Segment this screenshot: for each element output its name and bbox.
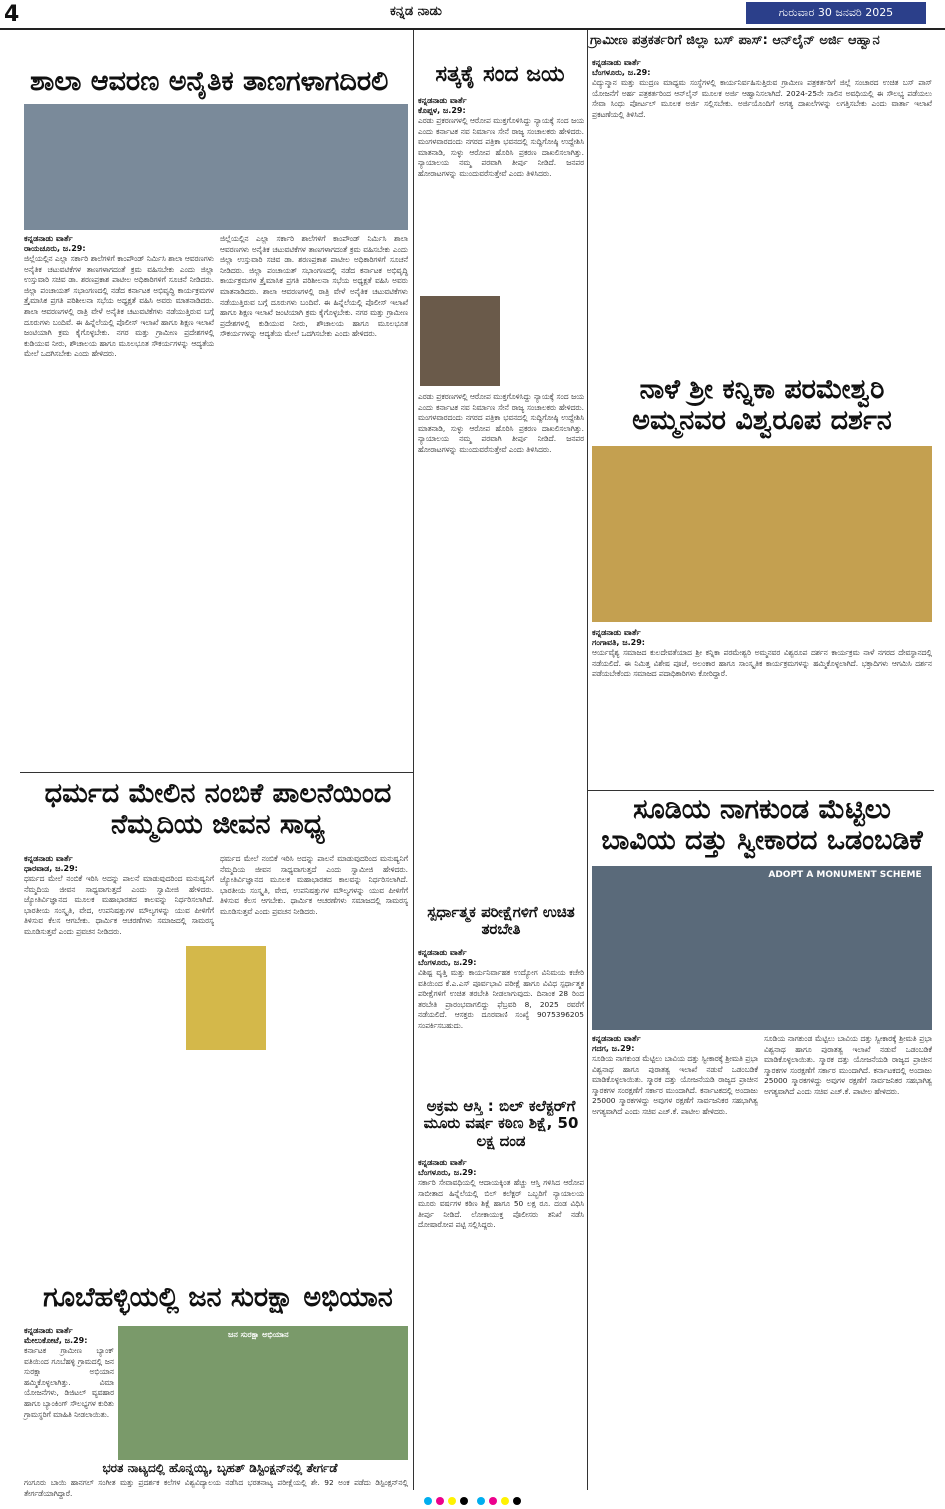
s9-text xyxy=(24,1326,114,1460)
masthead: ಕನ್ನಡ ನಾಡು xyxy=(390,4,442,19)
s1-byline: ಕನ್ನಡನಾಡು ವಾರ್ತೆ xyxy=(24,234,73,243)
s7-text xyxy=(418,1158,584,1480)
s10-text xyxy=(24,1478,408,1498)
s5-text-col2 xyxy=(220,854,408,1274)
s3-body: ವಿದ್ಯುನ್ಮಾನ ಮತ್ತು ಮುದ್ರಣ ಮಾಧ್ಯಮ ಸಂಸ್ಥೆಗಳಲ್ಲಿ ಕಾರ್ಯನಿರ್ವಹಿಸುತ್ತಿರುವ ಗ್ರಾಮೀಣ ಪತ್ರಕರ್ತರಿಗೆ ಜಿಲ್ಲೆ ಸಂಚಾರದ ಉಚಿತ ಬಸ್ ಪಾಸ್ ಯೋಜನೆಗೆ ಅರ್ಹ ಪತ್ರಕರ್ತರಿಂದ ಆನ್‌ಲೈನ್ ಮೂಲಕ ಅರ್ಜಿ ಆಹ್ವಾನಿಸಲಾಗಿದೆ. 2024-25ನೇ ಸಾಲಿನ ಅವಧಿಯಲ್ಲಿ ಈ ಸೌಲಭ್ಯ ಪಡೆಯಲು ಸೇವಾ ಸಿಂಧು ಪೋರ್ಟಲ್ ಮೂಲಕ ಅರ್ಜಿ ಸಲ್ಲಿಸಬೇಕು. ಅರ್ಜಿಯೊಂದಿಗೆ ಅಗತ್ಯ ದಾಖಲೆಗಳನ್ನು ಲಗತ್ತಿಸಬೇಕು ಎಂದು ವಾರ್ತಾ ಇಲಾಖೆ ಪ್ರಕಟಣೆಯಲ್ಲಿ ತಿಳಿಸಿದೆ. xyxy=(592,78,932,119)
s5-place: ಧಾರವಾಡ, ಜ.29: xyxy=(24,864,78,873)
s7-headline: ಅಕ್ರಮ ಆಸ್ತಿ : ಬಿಲ್ ಕಲೆಕ್ಟರ್‌ಗೆ ಮೂರು ವರ್ಷ ಕಠಿಣ ಶಿಕ್ಷೆ, 50 ಲಕ್ಷ ದಂಡ xyxy=(423,1097,579,1150)
s8-photo xyxy=(592,866,932,1030)
s1-headline: ಶಾಲಾ ಆವರಣ ಅನೈತಿಕ ತಾಣಗಳಾಗದಿರಲಿ xyxy=(30,66,389,97)
s5-text-col1 xyxy=(24,854,214,1274)
s8-headline: ಸೂಡಿಯ ನಾಗಕುಂಡ ಮೆಟ್ಟಿಲು ಬಾವಿಯ ದತ್ತು ಸ್ವೀಕಾರದ ಒಡಂಬಡಿಕೆ xyxy=(601,794,923,857)
s2-body: ಎರಡು ಪ್ರಕರಣಗಳಲ್ಲಿ ಆರೋಪ ಮುಕ್ತಗೊಳಿಸಿದ್ದು ನ್ಯಾಯಕ್ಕೆ ಸಂದ ಜಯ ಎಂದು ಕರ್ನಾಟಕ ನವ ನಿರ್ಮಾಣ ಸೇನೆ ರಾಜ್ಯ ಸಂಚಾಲಕರು ಹೇಳಿದರು. ಮಂಗಳವಾರದಂದು ನಗರದ ಪತ್ರಿಕಾ ಭವನದಲ್ಲಿ ಸುದ್ದಿಗೋಷ್ಠಿ ಉದ್ದೇಶಿಸಿ ಮಾತನಾಡಿ, ಸುಳ್ಳು ಆರೋಪ ಹೊರಿಸಿ ಪ್ರಕರಣ ದಾಖಲಿಸಲಾಗಿತ್ತು. ನ್ಯಾಯಾಲಯ ನಮ್ಮ ಪರವಾಗಿ ತೀರ್ಪು ನೀಡಿದೆ. ಜನಪರ ಹೋರಾಟಗಳನ್ನು ಮುಂದುವರೆಸುತ್ತೇವೆ ಎಂದು ತಿಳಿಸಿದರು. xyxy=(418,116,584,178)
s2-text xyxy=(418,96,584,292)
s9-body: ಕರ್ನಾಟಕ ಗ್ರಾಮೀಣ ಬ್ಯಾಂಕ್ ವತಿಯಿಂದ ಗೂಬೆಹಳ್ಳಿ ಗ್ರಾಮದಲ್ಲಿ ಜನ ಸುರಕ್ಷಾ ಅಭಿಯಾನ ಹಮ್ಮಿಕೊಳ್ಳಲಾಗಿತ್ತು. ವಿಮಾ ಯೋಜನೆಗಳು, ಡಿಜಿಟಲ್ ವ್ಯವಹಾರ ಹಾಗೂ ಬ್ಯಾಂಕಿಂಗ್ ಸೌಲಭ್ಯಗಳ ಕುರಿತು ಗ್ರಾಮಸ್ಥರಿಗೆ ಮಾಹಿತಿ ನೀಡಲಾಯಿತು. xyxy=(24,1346,114,1419)
s10-body: ಗಂಗೂರು ಬಾಯಿ ಹಾನಗಲ್ ಸಂಗೀತ ಮತ್ತು ಪ್ರದರ್ಶಕ ಕಲೆಗಳ ವಿಶ್ವವಿದ್ಯಾಲಯ ನಡೆಸಿದ ಭರತನಾಟ್ಯ ಪರೀಕ್ಷೆಯಲ್ಲಿ ಶೇ. 92 ಅಂಕ ಪಡೆದು ಡಿಸ್ಟಿಂಕ್ಷನ್‌ನಲ್ಲಿ ತೇರ್ಗಡೆಯಾಗಿದ್ದಾರೆ. xyxy=(24,1478,408,1498)
s9-byline: ಕನ್ನಡನಾಡು ವಾರ್ತೆ xyxy=(24,1326,73,1335)
s8-byline: ಕನ್ನಡನಾಡು ವಾರ್ತೆ xyxy=(592,1034,641,1043)
s4-text xyxy=(592,628,932,788)
s2-text-cont xyxy=(418,392,584,772)
s6-headline: ಸ್ಪರ್ಧಾತ್ಮಕ ಪರೀಕ್ಷೆಗಳಿಗೆ ಉಚಿತ ತರಬೇತಿ xyxy=(427,903,575,939)
print-color-strip xyxy=(40,1490,905,1500)
s4-byline: ಕನ್ನಡನಾಡು ವಾರ್ತೆ xyxy=(592,628,641,637)
s5-byline: ಕನ್ನಡನಾಡು ವಾರ್ತೆ xyxy=(24,854,73,863)
s3-headline: ಗ್ರಾಮೀಣ ಪತ್ರಕರ್ತರಿಗೆ ಜಿಲ್ಲಾ ಬಸ್ ಪಾಸ್: ಆನ್‌ಲೈನ್ ಅರ್ಜಿ ಆಹ್ವಾನ xyxy=(590,33,880,48)
s10-headline: ಭರತ ನಾಟ್ಯದಲ್ಲಿ ಹೊನ್ನಯ್ಯಿ, ಬೃಹತ್ ಡಿಸ್ಟಿಂಕ್ಷನ್‌ನಲ್ಲಿ ತೇರ್ಗಡೆ xyxy=(102,1461,338,1475)
s6-byline: ಕನ್ನಡನಾಡು ವಾರ್ತೆ xyxy=(418,948,467,957)
section-rule-right xyxy=(588,790,934,791)
date-banner: ಗುರುವಾರ 30 ಜನವರಿ 2025 xyxy=(746,2,926,24)
s2-place: ಕೊಪ್ಪಳ, ಜ.29: xyxy=(418,106,466,115)
s5-body: ಧರ್ಮದ ಮೇಲೆ ನಂಬಿಕೆ ಇರಿಸಿ ಅದನ್ನು ಪಾಲನೆ ಮಾಡುವುದರಿಂದ ಮನುಷ್ಯನಿಗೆ ನೆಮ್ಮದಿಯ ಜೀವನ ಸಾಧ್ಯವಾಗುತ್ತದೆ ಎಂದು ಸ್ವಾಮೀಜಿ ಹೇಳಿದರು. ಜ್ಯೋತಿರ್ವಿಜ್ಞಾನದ ಮೂಲಕ ಮಹಾಭಾರತದ ಕಾಲವನ್ನು ನಿರ್ಧರಿಸಲಾಗಿದೆ. ಭಾರತೀಯ ಸಂಸ್ಕೃತಿ, ವೇದ, ಉಪನಿಷತ್ತುಗಳ ಮೌಲ್ಯಗಳನ್ನು ಯುವ ಪೀಳಿಗೆಗೆ ತಿಳಿಸುವ ಕೆಲಸ ಆಗಬೇಕು. ಧಾರ್ಮಿಕ ಆಚರಣೆಗಳು ಸಮಾಜದಲ್ಲಿ ಸಾಮರಸ್ಯ ಮೂಡಿಸುತ್ತವೆ ಎಂದು ಪ್ರವಚನ ನೀಡಿದರು. xyxy=(24,874,214,936)
s9-photo-banner: ಜನ ಸುರಕ್ಷಾ ಅಭಿಯಾನ xyxy=(228,1330,289,1339)
s1-text-col1 xyxy=(24,234,214,764)
s4-body: ಆರ್ಯವೈಶ್ಯ ಸಮಾಜದ ಕುಲದೇವತೆಯಾದ ಶ್ರೀ ಕನ್ನಿಕಾ ಪರಮೇಶ್ವರಿ ಅಮ್ಮನವರ ವಿಶ್ವರೂಪ ದರ್ಶನ ಕಾರ್ಯಕ್ರಮ ನಾಳೆ ನಗರದ ದೇವಸ್ಥಾನದಲ್ಲಿ ನಡೆಯಲಿದೆ. ಈ ನಿಮಿತ್ತ ವಿಶೇಷ ಪೂಜೆ, ಅಲಂಕಾರ ಹಾಗೂ ಸಾಂಸ್ಕೃತಿಕ ಕಾರ್ಯಕ್ರಮಗಳನ್ನು ಹಮ್ಮಿಕೊಳ್ಳಲಾಗಿದೆ. ಭಕ್ತಾದಿಗಳು ಆಗಮಿಸಿ ದರ್ಶನ ಪಡೆಯಬೇಕೆಂದು ಸಮಾಜದ ಪದಾಧಿಕಾರಿಗಳು ಕೋರಿದ್ದಾರೆ. xyxy=(592,648,932,679)
s2-byline: ಕನ್ನಡನಾಡು ವಾರ್ತೆ xyxy=(418,96,467,105)
top-rule xyxy=(0,28,945,30)
s8-text-col1 xyxy=(592,1034,758,1480)
s6-text xyxy=(418,948,584,1094)
s5-body-cont: ಧರ್ಮದ ಮೇಲೆ ನಂಬಿಕೆ ಇರಿಸಿ ಅದನ್ನು ಪಾಲನೆ ಮಾಡುವುದರಿಂದ ಮನುಷ್ಯನಿಗೆ ನೆಮ್ಮದಿಯ ಜೀವನ ಸಾಧ್ಯವಾಗುತ್ತದೆ ಎಂದು ಸ್ವಾಮೀಜಿ ಹೇಳಿದರು. ಜ್ಯೋತಿರ್ವಿಜ್ಞಾನದ ಮೂಲಕ ಮಹಾಭಾರತದ ಕಾಲವನ್ನು ನಿರ್ಧರಿಸಲಾಗಿದೆ. ಭಾರತೀಯ ಸಂಸ್ಕೃತಿ, ವೇದ, ಉಪನಿಷತ್ತುಗಳ ಮೌಲ್ಯಗಳನ್ನು ಯುವ ಪೀಳಿಗೆಗೆ ತಿಳಿಸುವ ಕೆಲಸ ಆಗಬೇಕು. ಧಾರ್ಮಿಕ ಆಚರಣೆಗಳು ಸಮಾಜದಲ್ಲಿ ಸಾಮರಸ್ಯ ಮೂಡಿಸುತ್ತವೆ ಎಂದು ಪ್ರವಚನ ನೀಡಿದರು. xyxy=(220,854,408,916)
s7-byline: ಕನ್ನಡನಾಡು ವಾರ್ತೆ xyxy=(418,1158,467,1167)
s4-place: ಗಂಗಾವತಿ, ಜ.29: xyxy=(592,638,645,647)
s3-byline: ಕನ್ನಡನಾಡು ವಾರ್ತೆ xyxy=(592,58,641,67)
s1-body: ಜಿಲ್ಲೆಯಲ್ಲಿನ ಎಲ್ಲಾ ಸರ್ಕಾರಿ ಶಾಲೆಗಳಿಗೆ ಕಾಂಪೌಂಡ್ ನಿರ್ಮಿಸಿ ಶಾಲಾ ಆವರಣಗಳು ಅನೈತಿಕ ಚಟುವಟಿಕೆಗಳ ತಾಣಗಳಾಗದಂತೆ ಕ್ರಮ ವಹಿಸಬೇಕು ಎಂದು ಜಿಲ್ಲಾ ಉಸ್ತುವಾರಿ ಸಚಿವ ಡಾ. ಶರಣಪ್ರಕಾಶ ಪಾಟೀಲ ಅಧಿಕಾರಿಗಳಿಗೆ ಸೂಚನೆ ನೀಡಿದರು. ಜಿಲ್ಲಾ ಪಂಚಾಯತ್ ಸಭಾಂಗಣದಲ್ಲಿ ನಡೆದ ಕರ್ನಾಟಕ ಅಭಿವೃದ್ಧಿ ಕಾರ್ಯಕ್ರಮಗಳ ತ್ರೈಮಾಸಿಕ ಪ್ರಗತಿ ಪರಿಶೀಲನಾ ಸಭೆಯ ಅಧ್ಯಕ್ಷತೆ ವಹಿಸಿ ಅವರು ಮಾತನಾಡಿದರು. ಶಾಲಾ ಆವರಣಗಳಲ್ಲಿ ರಾತ್ರಿ ವೇಳೆ ಅನೈತಿಕ ಚಟುವಟಿಕೆಗಳು ನಡೆಯುತ್ತಿರುವ ಬಗ್ಗೆ ದೂರುಗಳು ಬಂದಿವೆ. ಈ ಹಿನ್ನೆಲೆಯಲ್ಲಿ ಪೊಲೀಸ್ ಇಲಾಖೆ ಹಾಗೂ ಶಿಕ್ಷಣ ಇಲಾಖೆ ಜಂಟಿಯಾಗಿ ಕ್ರಮ ಕೈಗೊಳ್ಳಬೇಕು. ನಗರ ಮತ್ತು ಗ್ರಾಮೀಣ ಪ್ರದೇಶಗಳಲ್ಲಿ ಕುಡಿಯುವ ನೀರು, ಶೌಚಾಲಯ ಹಾಗೂ ಮೂಲಭೂತ ಸೌಕರ್ಯಗಳನ್ನು ಆದ್ಯತೆಯ ಮೇಲೆ ಒದಗಿಸಬೇಕು ಎಂದು ಹೇಳಿದರು. xyxy=(24,254,214,359)
s8-photo-banner: ADOPT A MONUMENT SCHEME xyxy=(768,870,922,880)
s4-headline: ನಾಳೆ ಶ್ರೀ ಕನ್ನಿಕಾ ಪರಮೇಶ್ವರಿ ಅಮ್ಮನವರ ವಿಶ್ವರೂಪ ದರ್ಶನ xyxy=(632,374,892,437)
s2-portrait xyxy=(420,296,500,386)
s1-body-cont: ಜಿಲ್ಲೆಯಲ್ಲಿನ ಎಲ್ಲಾ ಸರ್ಕಾರಿ ಶಾಲೆಗಳಿಗೆ ಕಾಂಪೌಂಡ್ ನಿರ್ಮಿಸಿ ಶಾಲಾ ಆವರಣಗಳು ಅನೈತಿಕ ಚಟುವಟಿಕೆಗಳ ತಾಣಗಳಾಗದಂತೆ ಕ್ರಮ ವಹಿಸಬೇಕು ಎಂದು ಜಿಲ್ಲಾ ಉಸ್ತುವಾರಿ ಸಚಿವ ಡಾ. ಶರಣಪ್ರಕಾಶ ಪಾಟೀಲ ಅಧಿಕಾರಿಗಳಿಗೆ ಸೂಚನೆ ನೀಡಿದರು. ಜಿಲ್ಲಾ ಪಂಚಾಯತ್ ಸಭಾಂಗಣದಲ್ಲಿ ನಡೆದ ಕರ್ನಾಟಕ ಅಭಿವೃದ್ಧಿ ಕಾರ್ಯಕ್ರಮಗಳ ತ್ರೈಮಾಸಿಕ ಪ್ರಗತಿ ಪರಿಶೀಲನಾ ಸಭೆಯ ಅಧ್ಯಕ್ಷತೆ ವಹಿಸಿ ಅವರು ಮಾತನಾಡಿದರು. ಶಾಲಾ ಆವರಣಗಳಲ್ಲಿ ರಾತ್ರಿ ವೇಳೆ ಅನೈತಿಕ ಚಟುವಟಿಕೆಗಳು ನಡೆಯುತ್ತಿರುವ ಬಗ್ಗೆ ದೂರುಗಳು ಬಂದಿವೆ. ಈ ಹಿನ್ನೆಲೆಯಲ್ಲಿ ಪೊಲೀಸ್ ಇಲಾಖೆ ಹಾಗೂ ಶಿಕ್ಷಣ ಇಲಾಖೆ ಜಂಟಿಯಾಗಿ ಕ್ರಮ ಕೈಗೊಳ್ಳಬೇಕು. ನಗರ ಮತ್ತು ಗ್ರಾಮೀಣ ಪ್ರದೇಶಗಳಲ್ಲಿ ಕುಡಿಯುವ ನೀರು, ಶೌಚಾಲಯ ಹಾಗೂ ಮೂಲಭೂತ ಸೌಕರ್ಯಗಳನ್ನು ಆದ್ಯತೆಯ ಮೇಲೆ ಒದಗಿಸಬೇಕು ಎಂದು ಹೇಳಿದರು. xyxy=(220,234,408,339)
s5-headline: ಧರ್ಮದ ಮೇಲಿನ ನಂಬಿಕೆ ಪಾಲನೆಯಿಂದ ನೆಮ್ಮದಿಯ ಜೀವನ ಸಾಧ್ಯ xyxy=(44,778,392,841)
s1-photo xyxy=(24,104,408,230)
column-rule-2 xyxy=(587,30,588,1490)
s1-place: ರಾಯಚೂರು, ಜ.29: xyxy=(24,244,86,253)
s8-body: ಸೂಡಿಯ ನಾಗಕುಂಡ ಮೆಟ್ಟಿಲು ಬಾವಿಯ ದತ್ತು ಸ್ವೀಕಾರಕ್ಕೆ ಶ್ರೀಮತಿ ಪ್ರಭಾ ವಿಶ್ವನಾಥ ಹಾಗೂ ಪುರಾತತ್ವ ಇಲಾಖೆ ನಡುವೆ ಒಡಂಬಡಿಕೆ ಮಾಡಿಕೊಳ್ಳಲಾಯಿತು. ಸ್ಮಾರಕ ದತ್ತು ಯೋಜನೆಯಡಿ ರಾಜ್ಯದ ಪ್ರಾಚೀನ ಸ್ಮಾರಕಗಳ ಸಂರಕ್ಷಣೆಗೆ ಸರ್ಕಾರ ಮುಂದಾಗಿದೆ. ಕರ್ನಾಟಕದಲ್ಲಿ ಅಂದಾಜು 25000 ಸ್ಮಾರಕಗಳಿದ್ದು ಅವುಗಳ ರಕ್ಷಣೆಗೆ ಸಾರ್ವಜನಿಕರ ಸಹಭಾಗಿತ್ವ ಅಗತ್ಯವಾಗಿದೆ ಎಂದು ಸಚಿವ ಎಚ್.ಕೆ. ಪಾಟೀಲ ಹೇಳಿದರು. xyxy=(592,1054,758,1116)
s8-body-cont: ಸೂಡಿಯ ನಾಗಕುಂಡ ಮೆಟ್ಟಿಲು ಬಾವಿಯ ದತ್ತು ಸ್ವೀಕಾರಕ್ಕೆ ಶ್ರೀಮತಿ ಪ್ರಭಾ ವಿಶ್ವನಾಥ ಹಾಗೂ ಪುರಾತತ್ವ ಇಲಾಖೆ ನಡುವೆ ಒಡಂಬಡಿಕೆ ಮಾಡಿಕೊಳ್ಳಲಾಯಿತು. ಸ್ಮಾರಕ ದತ್ತು ಯೋಜನೆಯಡಿ ರಾಜ್ಯದ ಪ್ರಾಚೀನ ಸ್ಮಾರಕಗಳ ಸಂರಕ್ಷಣೆಗೆ ಸರ್ಕಾರ ಮುಂದಾಗಿದೆ. ಕರ್ನಾಟಕದಲ್ಲಿ ಅಂದಾಜು 25000 ಸ್ಮಾರಕಗಳಿದ್ದು ಅವುಗಳ ರಕ್ಷಣೆಗೆ ಸಾರ್ವಜನಿಕರ ಸಹಭಾಗಿತ್ವ ಅಗತ್ಯವಾಗಿದೆ ಎಂದು ಸಚಿವ ಎಚ್.ಕೆ. ಪಾಟೀಲ ಹೇಳಿದರು. xyxy=(764,1034,932,1096)
page-number: 4 xyxy=(4,2,20,27)
s1-text-col2 xyxy=(220,234,408,764)
s9-place: ಮೇಲುಕೋಟೆ, ಜ.29: xyxy=(24,1336,88,1345)
s7-body: ಸರ್ಕಾರಿ ಸೇವಾವಧಿಯಲ್ಲಿ ಆದಾಯಕ್ಕಿಂತ ಹೆಚ್ಚು ಆಸ್ತಿ ಗಳಿಸಿದ ಆರೋಪ ಸಾಬೀತಾದ ಹಿನ್ನೆಲೆಯಲ್ಲಿ ಬಿಲ್ ಕಲೆಕ್ಟರ್ ಒಬ್ಬರಿಗೆ ನ್ಯಾಯಾಲಯ ಮೂರು ವರ್ಷಗಳ ಕಠಿಣ ಶಿಕ್ಷೆ ಹಾಗೂ 50 ಲಕ್ಷ ರೂ. ದಂಡ ವಿಧಿಸಿ ತೀರ್ಪು ನೀಡಿದೆ. ಲೋಕಾಯುಕ್ತ ಪೊಲೀಸರು ತನಿಖೆ ನಡೆಸಿ ದೋಷಾರೋಪ ಪಟ್ಟಿ ಸಲ್ಲಿಸಿದ್ದರು. xyxy=(418,1178,584,1230)
s2-body-cont: ಎರಡು ಪ್ರಕರಣಗಳಲ್ಲಿ ಆರೋಪ ಮುಕ್ತಗೊಳಿಸಿದ್ದು ನ್ಯಾಯಕ್ಕೆ ಸಂದ ಜಯ ಎಂದು ಕರ್ನಾಟಕ ನವ ನಿರ್ಮಾಣ ಸೇನೆ ರಾಜ್ಯ ಸಂಚಾಲಕರು ಹೇಳಿದರು. ಮಂಗಳವಾರದಂದು ನಗರದ ಪತ್ರಿಕಾ ಭವನದಲ್ಲಿ ಸುದ್ದಿಗೋಷ್ಠಿ ಉದ್ದೇಶಿಸಿ ಮಾತನಾಡಿ, ಸುಳ್ಳು ಆರೋಪ ಹೊರಿಸಿ ಪ್ರಕರಣ ದಾಖಲಿಸಲಾಗಿತ್ತು. ನ್ಯಾಯಾಲಯ ನಮ್ಮ ಪರವಾಗಿ ತೀರ್ಪು ನೀಡಿದೆ. ಜನಪರ ಹೋರಾಟಗಳನ್ನು ಮುಂದುವರೆಸುತ್ತೇವೆ ಎಂದು ತಿಳಿಸಿದರು. xyxy=(418,392,584,454)
section-rule-left xyxy=(20,772,413,773)
s8-text-col2 xyxy=(764,1034,932,1480)
s8-place: ಗದಗ, ಜ.29: xyxy=(592,1044,635,1053)
s9-headline: ಗೂಬೆಹಳ್ಳಿಯಲ್ಲಿ ಜನ ಸುರಕ್ಷಾ ಅಭಿಯಾನ xyxy=(43,1282,393,1313)
column-rule-1 xyxy=(413,30,414,1490)
s9-photo xyxy=(118,1326,408,1460)
s2-headline: ಸತ್ಕಕೈ ಸಂದ ಜಯ xyxy=(435,62,565,87)
s7-place: ಬೆಂಗಳೂರು, ಜ.29: xyxy=(418,1168,477,1177)
s3-place: ಬೆಂಗಳೂರು, ಜ.29: xyxy=(592,68,651,77)
s4-photo xyxy=(592,446,932,622)
s3-text xyxy=(592,58,932,346)
s6-place: ಬೆಂಗಳೂರು, ಜ.29: xyxy=(418,958,477,967)
s6-body: ವಿಶಿಷ್ಟ ವೃತ್ತಿ ಮತ್ತು ಕಾರ್ಯನಿರ್ವಾಹಕ ಉದ್ಯೋಗ ವಿನಿಮಯ ಕಚೇರಿ ವತಿಯಿಂದ ಕೆ.ಎ.ಎಸ್ ಪೂರ್ವಭಾವಿ ಪರೀಕ್ಷೆ ಹಾಗೂ ವಿವಿಧ ಸ್ಪರ್ಧಾತ್ಮಕ ಪರೀಕ್ಷೆಗಳಿಗೆ ಉಚಿತ ತರಬೇತಿ ನೀಡಲಾಗುವುದು. ದಿನಾಂಕ 28 ರಿಂದ ತರಬೇತಿ ಪ್ರಾರಂಭವಾಗಲಿದ್ದು ಫೆಬ್ರವರಿ 8, 2025 ರವರೆಗೆ ನಡೆಯಲಿದೆ. ಆಸಕ್ತರು ದೂರವಾಣಿ ಸಂಖ್ಯೆ 9075396205 ಸಂಪರ್ಕಿಸಬಹುದು. xyxy=(418,968,584,1030)
